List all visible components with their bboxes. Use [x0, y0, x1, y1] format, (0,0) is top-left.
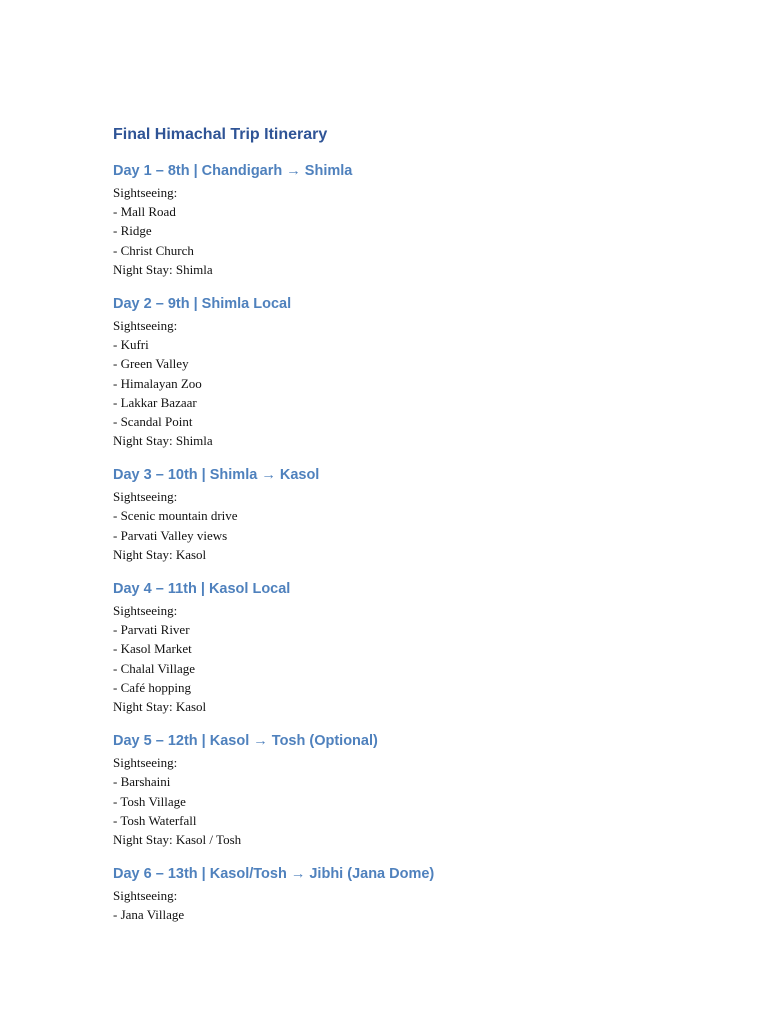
sightseeing-item: - Ridge: [113, 223, 152, 239]
sightseeing-item: - Parvati River: [113, 622, 190, 638]
night-stay: Night Stay: Kasol: [113, 698, 207, 714]
day-heading: Day 2 – 9th | Shimla Local: [113, 295, 292, 312]
sightseeing-item: - Kufri: [113, 337, 149, 353]
sightseeing-item: - Kasol Market: [113, 641, 192, 657]
night-stay: Night Stay: Shimla: [113, 433, 213, 449]
sightseeing-item: - Tosh Village: [113, 793, 186, 809]
day-heading: Day 6 – 13th | Kasol/Tosh → Jibhi (Jana Dome): [113, 866, 435, 883]
night-stay: Night Stay: Kasol / Tosh: [113, 831, 242, 847]
sightseeing-label: Sightseeing:: [113, 603, 178, 618]
sightseeing-item: - Barshaini: [113, 774, 171, 790]
sightseeing-label: Sightseeing:: [113, 489, 178, 505]
day-section: [113, 293, 713, 450]
night-stay: Night Stay: Shimla: [113, 261, 213, 277]
day-heading: Day 3 – 10th | Shimla → Kasol: [113, 467, 320, 484]
sightseeing-item: - Parvati Valley views: [113, 527, 228, 543]
sightseeing-label: Sightseeing:: [113, 755, 178, 771]
day-section: [113, 730, 713, 849]
sightseeing-item: - Scenic mountain drive: [113, 508, 238, 524]
day-section: [113, 160, 713, 279]
sightseeing-item: - Christ Church: [113, 242, 194, 258]
day-heading: Day 5 – 12th | Kasol → Tosh (Optional): [113, 733, 378, 750]
day-section: [113, 863, 713, 924]
sightseeing-label: Sightseeing:: [113, 185, 178, 200]
sightseeing-item: - Green Valley: [113, 356, 189, 372]
sightseeing-item: - Jana Village: [113, 907, 185, 923]
sightseeing-item: - Chalal Village: [113, 660, 196, 676]
sightseeing-item: - Café hopping: [113, 679, 191, 695]
day-section: [113, 464, 713, 564]
sightseeing-item: - Scandal Point: [113, 413, 193, 429]
document-body: [113, 124, 713, 938]
sightseeing-item: - Lakkar Bazaar: [113, 394, 197, 410]
sightseeing-label: Sightseeing:: [113, 317, 178, 333]
document-title: Final Himachal Trip Itinerary: [113, 126, 328, 143]
day-heading: Day 4 – 11th | Kasol Local: [113, 581, 291, 597]
sightseeing-item: - Himalayan Zoo: [113, 375, 202, 391]
sightseeing-item: - Mall Road: [113, 204, 176, 220]
sightseeing-label: Sightseeing:: [113, 888, 178, 904]
night-stay: Night Stay: Kasol: [113, 546, 207, 562]
day-section: [113, 578, 713, 716]
day-heading: Day 1 – 8th | Chandigarh → Shimla: [113, 163, 353, 179]
sightseeing-item: - Tosh Waterfall: [113, 812, 197, 828]
